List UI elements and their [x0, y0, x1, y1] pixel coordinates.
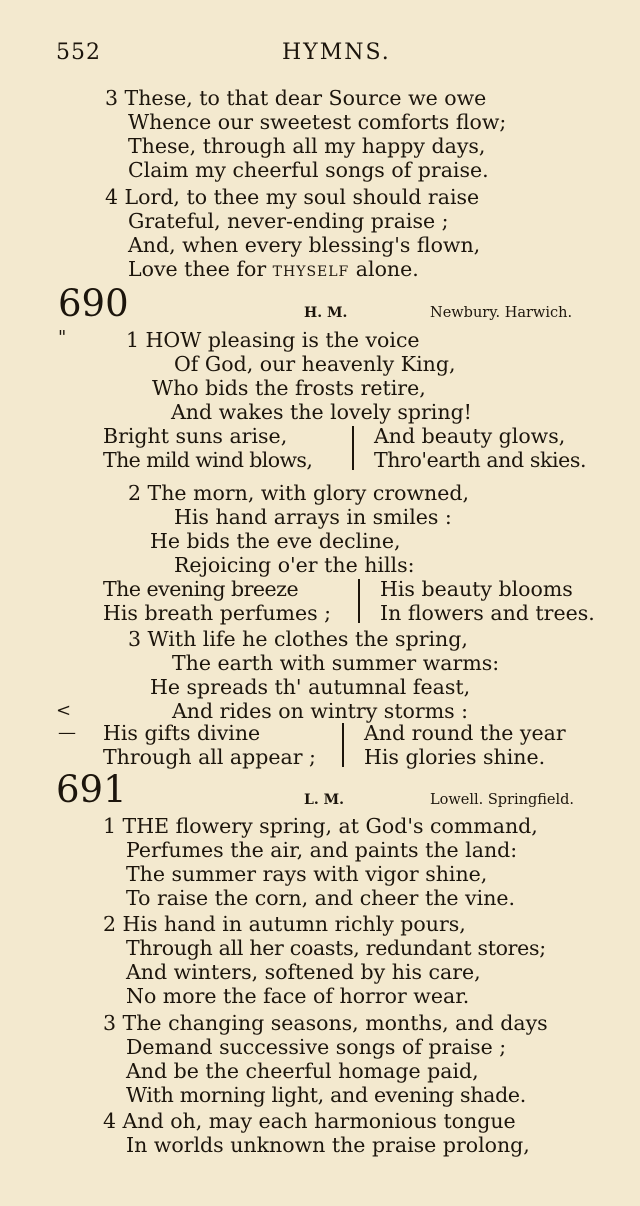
verse-line-left: Bright suns arise, — [103, 424, 288, 448]
verse-line: No more the face of horror wear. — [126, 984, 470, 1008]
hymn-number-690: 690 — [58, 282, 129, 325]
verse-line: 4 And oh, may each harmonious tongue — [103, 1109, 516, 1133]
verse-line: Perfumes the air, and paints the land: — [126, 838, 518, 862]
verse-line: His hand arrays in smiles : — [174, 505, 452, 529]
verse-line: Of God, our heavenly King, — [174, 352, 456, 376]
verse-line-left: His breath perfumes ; — [103, 601, 332, 625]
verse-line: 4 Lord, to thee my soul should raise — [105, 185, 480, 209]
verse-line-right: His glories shine. — [364, 745, 546, 769]
verse-line: And wakes the lovely spring! — [171, 400, 472, 424]
verse-line: And winters, softened by his care, — [126, 960, 481, 984]
verse-line: He spreads th' autumnal feast, — [150, 675, 471, 699]
verse-line-left: The mild wind blows, — [103, 448, 313, 472]
verse-line: Rejoicing o'er the hills: — [174, 553, 415, 577]
verse-line: In worlds unknown the praise prolong, — [126, 1133, 530, 1157]
verse-line: Love thee for thyself alone. — [128, 257, 419, 281]
verse-line-right: Thro'earth and skies. — [374, 448, 587, 472]
hymn-meter: H. M. — [304, 305, 348, 321]
verse-line-right: And beauty glows, — [374, 424, 566, 448]
verse-line: 1 THE flowery spring, at God's command, — [103, 814, 538, 838]
verse-line-right: In flowers and trees. — [380, 601, 595, 625]
verse-line: Grateful, never-ending praise ; — [128, 209, 449, 233]
verse-line-left: His gifts divine — [103, 721, 261, 745]
margin-less-mark: < — [56, 700, 72, 721]
verse-line: And, when every blessing's flown, — [128, 233, 481, 257]
hymn-meter: L. M. — [304, 792, 344, 808]
verse-line: 3 These, to that dear Source we owe — [105, 86, 487, 110]
small-caps-word: thyself — [272, 257, 350, 281]
verse-line: The earth with summer warms: — [172, 651, 500, 675]
column-divider — [352, 426, 354, 470]
verse-line: Who bids the frosts retire, — [152, 376, 426, 400]
verse-line-right: And round the year — [364, 721, 566, 745]
hymn-tunes: Lowell. Springfield. — [430, 792, 575, 808]
verse-line: These, through all my happy days, — [128, 134, 486, 158]
column-divider — [342, 723, 344, 767]
verse-line: And be the cheerful homage paid, — [126, 1059, 479, 1083]
hymn-tunes: Newbury. Harwich. — [430, 305, 573, 321]
hymn-number-691: 691 — [56, 768, 127, 811]
verse-line: Through all her coasts, redundant stores; — [126, 936, 546, 960]
verse-line: 2 The morn, with glory crowned, — [128, 481, 470, 505]
verse-line: 3 With life he clothes the spring, — [128, 627, 468, 651]
verse-line: Whence our sweetest comforts flow; — [128, 110, 507, 134]
verse-line-left: Through all appear ; — [103, 745, 316, 769]
running-title: HYMNS. — [282, 40, 391, 65]
margin-quote-mark: " — [58, 327, 67, 348]
margin-dash-mark: — — [58, 722, 76, 743]
verse-line-right: His beauty blooms — [380, 577, 573, 601]
verse-line: The summer rays with vigor shine, — [126, 862, 488, 886]
verse-line: With morning light, and evening shade. — [126, 1083, 526, 1107]
column-divider — [358, 579, 360, 623]
page-number: 552 — [56, 40, 101, 65]
verse-line: Demand successive songs of praise ; — [126, 1035, 507, 1059]
verse-line: 2 His hand in autumn richly pours, — [103, 912, 466, 936]
verse-line: 1 HOW pleasing is the voice — [126, 328, 420, 352]
verse-line: 3 The changing seasons, months, and days — [103, 1011, 548, 1035]
verse-line: He bids the eve decline, — [150, 529, 401, 553]
verse-line: Claim my cheerful songs of praise. — [128, 158, 489, 182]
verse-line: To raise the corn, and cheer the vine. — [126, 886, 516, 910]
verse-line: And rides on wintry storms : — [172, 699, 469, 723]
verse-line-left: The evening breeze — [103, 577, 299, 601]
